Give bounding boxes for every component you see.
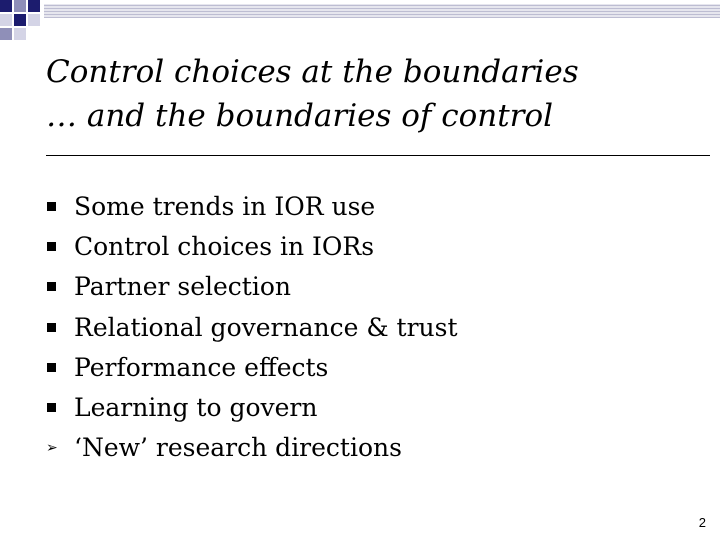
- bullet-text: Some trends in IOR use: [74, 191, 376, 221]
- bullet-text: Performance effects: [74, 352, 329, 382]
- bullet-item: [44, 186, 458, 226]
- bullet-list: [44, 186, 458, 468]
- bullet-text: ‘New’ research directions: [74, 433, 402, 463]
- bullet-item: [44, 307, 458, 347]
- square-bullet-icon: [44, 282, 74, 291]
- title-line-2: … and the boundaries of control: [46, 98, 554, 134]
- bullet-text: Partner selection: [74, 272, 292, 302]
- title-line-1: Control choices at the boundaries: [46, 54, 579, 90]
- bullet-item: [44, 226, 458, 266]
- slide-title: [46, 50, 706, 138]
- bullet-item: [44, 428, 458, 468]
- bullet-item: [44, 347, 458, 387]
- bullet-text: Control choices in IORs: [74, 231, 375, 261]
- title-divider: [46, 155, 710, 156]
- square-bullet-icon: [44, 323, 74, 332]
- header-decoration: [0, 0, 720, 42]
- square-bullet-icon: [44, 403, 74, 412]
- bullet-text: Learning to govern: [74, 393, 318, 423]
- bullet-text: Relational governance & trust: [74, 312, 458, 342]
- bullet-item: [44, 267, 458, 307]
- square-bullet-icon: [44, 363, 74, 372]
- bullet-item: [44, 387, 458, 427]
- square-bullet-icon: [44, 202, 74, 211]
- page-number: 2: [698, 515, 706, 530]
- square-bullet-icon: [44, 242, 74, 251]
- arrow-bullet-icon: ➢: [46, 439, 58, 456]
